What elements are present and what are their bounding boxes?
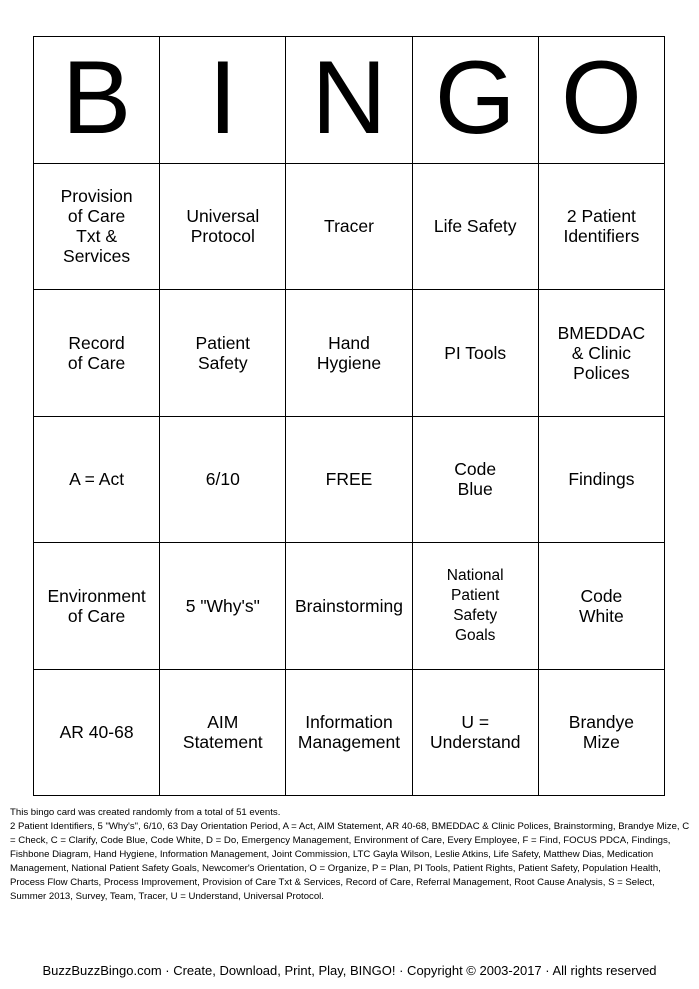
footer-copyright: BuzzBuzzBingo.com · Create, Download, Print, Play, BINGO! · Copyright © 2003-2017 · All rights reserved bbox=[42, 963, 657, 978]
bingo-cell: AR 40-68 bbox=[34, 670, 160, 797]
bingo-cell: Findings bbox=[539, 417, 665, 544]
bingo-cell: Record of Care bbox=[34, 290, 160, 417]
bingo-cell: National Patient Safety Goals bbox=[413, 543, 539, 670]
header-b: B bbox=[34, 37, 160, 164]
bingo-cell: Code White bbox=[539, 543, 665, 670]
bingo-cell: Tracer bbox=[286, 164, 412, 291]
bingo-cell: 5 "Why's" bbox=[160, 543, 286, 670]
bingo-card bbox=[33, 36, 665, 796]
bingo-cell: AIM Statement bbox=[160, 670, 286, 797]
bingo-cell: 2 Patient Identifiers bbox=[539, 164, 665, 291]
free-space-cell: FREE bbox=[286, 417, 412, 544]
card-notes bbox=[10, 806, 692, 904]
bingo-cell: Provision of Care Txt & Services bbox=[34, 164, 160, 291]
header-n: N bbox=[286, 37, 412, 164]
header-g: G bbox=[413, 37, 539, 164]
notes-intro: This bingo card was created randomly from a total of 51 events. bbox=[10, 807, 281, 818]
bingo-cell: A = Act bbox=[34, 417, 160, 544]
bingo-cell: Hand Hygiene bbox=[286, 290, 412, 417]
bingo-cell: Brandye Mize bbox=[539, 670, 665, 797]
bingo-cell: Brainstorming bbox=[286, 543, 412, 670]
bingo-cell: PI Tools bbox=[413, 290, 539, 417]
header-i: I bbox=[160, 37, 286, 164]
bingo-cell: Patient Safety bbox=[160, 290, 286, 417]
bingo-cell: U = Understand bbox=[413, 670, 539, 797]
bingo-cell: Universal Protocol bbox=[160, 164, 286, 291]
bingo-cell: Information Management bbox=[286, 670, 412, 797]
bingo-cell: Code Blue bbox=[413, 417, 539, 544]
notes-event-list: 2 Patient Identifiers, 5 "Why's", 6/10, 63 Day Orientation Period, A = Act, AIM Statement, AR 40-68, BMEDDAC & Clinic Polices, Brainstorming, Brandye Mize, C = Check, C = Clarify, Code Blue, Code White, D = Do, Emergency Management, Environment of Care, Every Employee, F = Find, FOCUS PDCA, Findings, Fishbone Diagram, Hand Hygiene, Information Management, Joint Commission, LTC Gayla Wilson, Leslie Atkins, Life Safety, Matthew Dias, Medication Management, National Patient Safety Goals, Newcomer's Orientation, O = Organize, P = Plan, PI Tools, Patient Rights, Patient Safety, Population Health, Process Flow Charts, Process Improvement, Provision of Care Txt & Services, Record of Care, Referral Management, Root Cause Analysis, S = Select, Summer 2013, Survey, Team, Tracer, U = Understand, Universal Protocol. bbox=[10, 821, 690, 902]
bingo-cell: BMEDDAC & Clinic Polices bbox=[539, 290, 665, 417]
bingo-cell: Life Safety bbox=[413, 164, 539, 291]
header-o: O bbox=[539, 37, 665, 164]
bingo-cell: Environment of Care bbox=[34, 543, 160, 670]
bingo-cell: 6/10 bbox=[160, 417, 286, 544]
